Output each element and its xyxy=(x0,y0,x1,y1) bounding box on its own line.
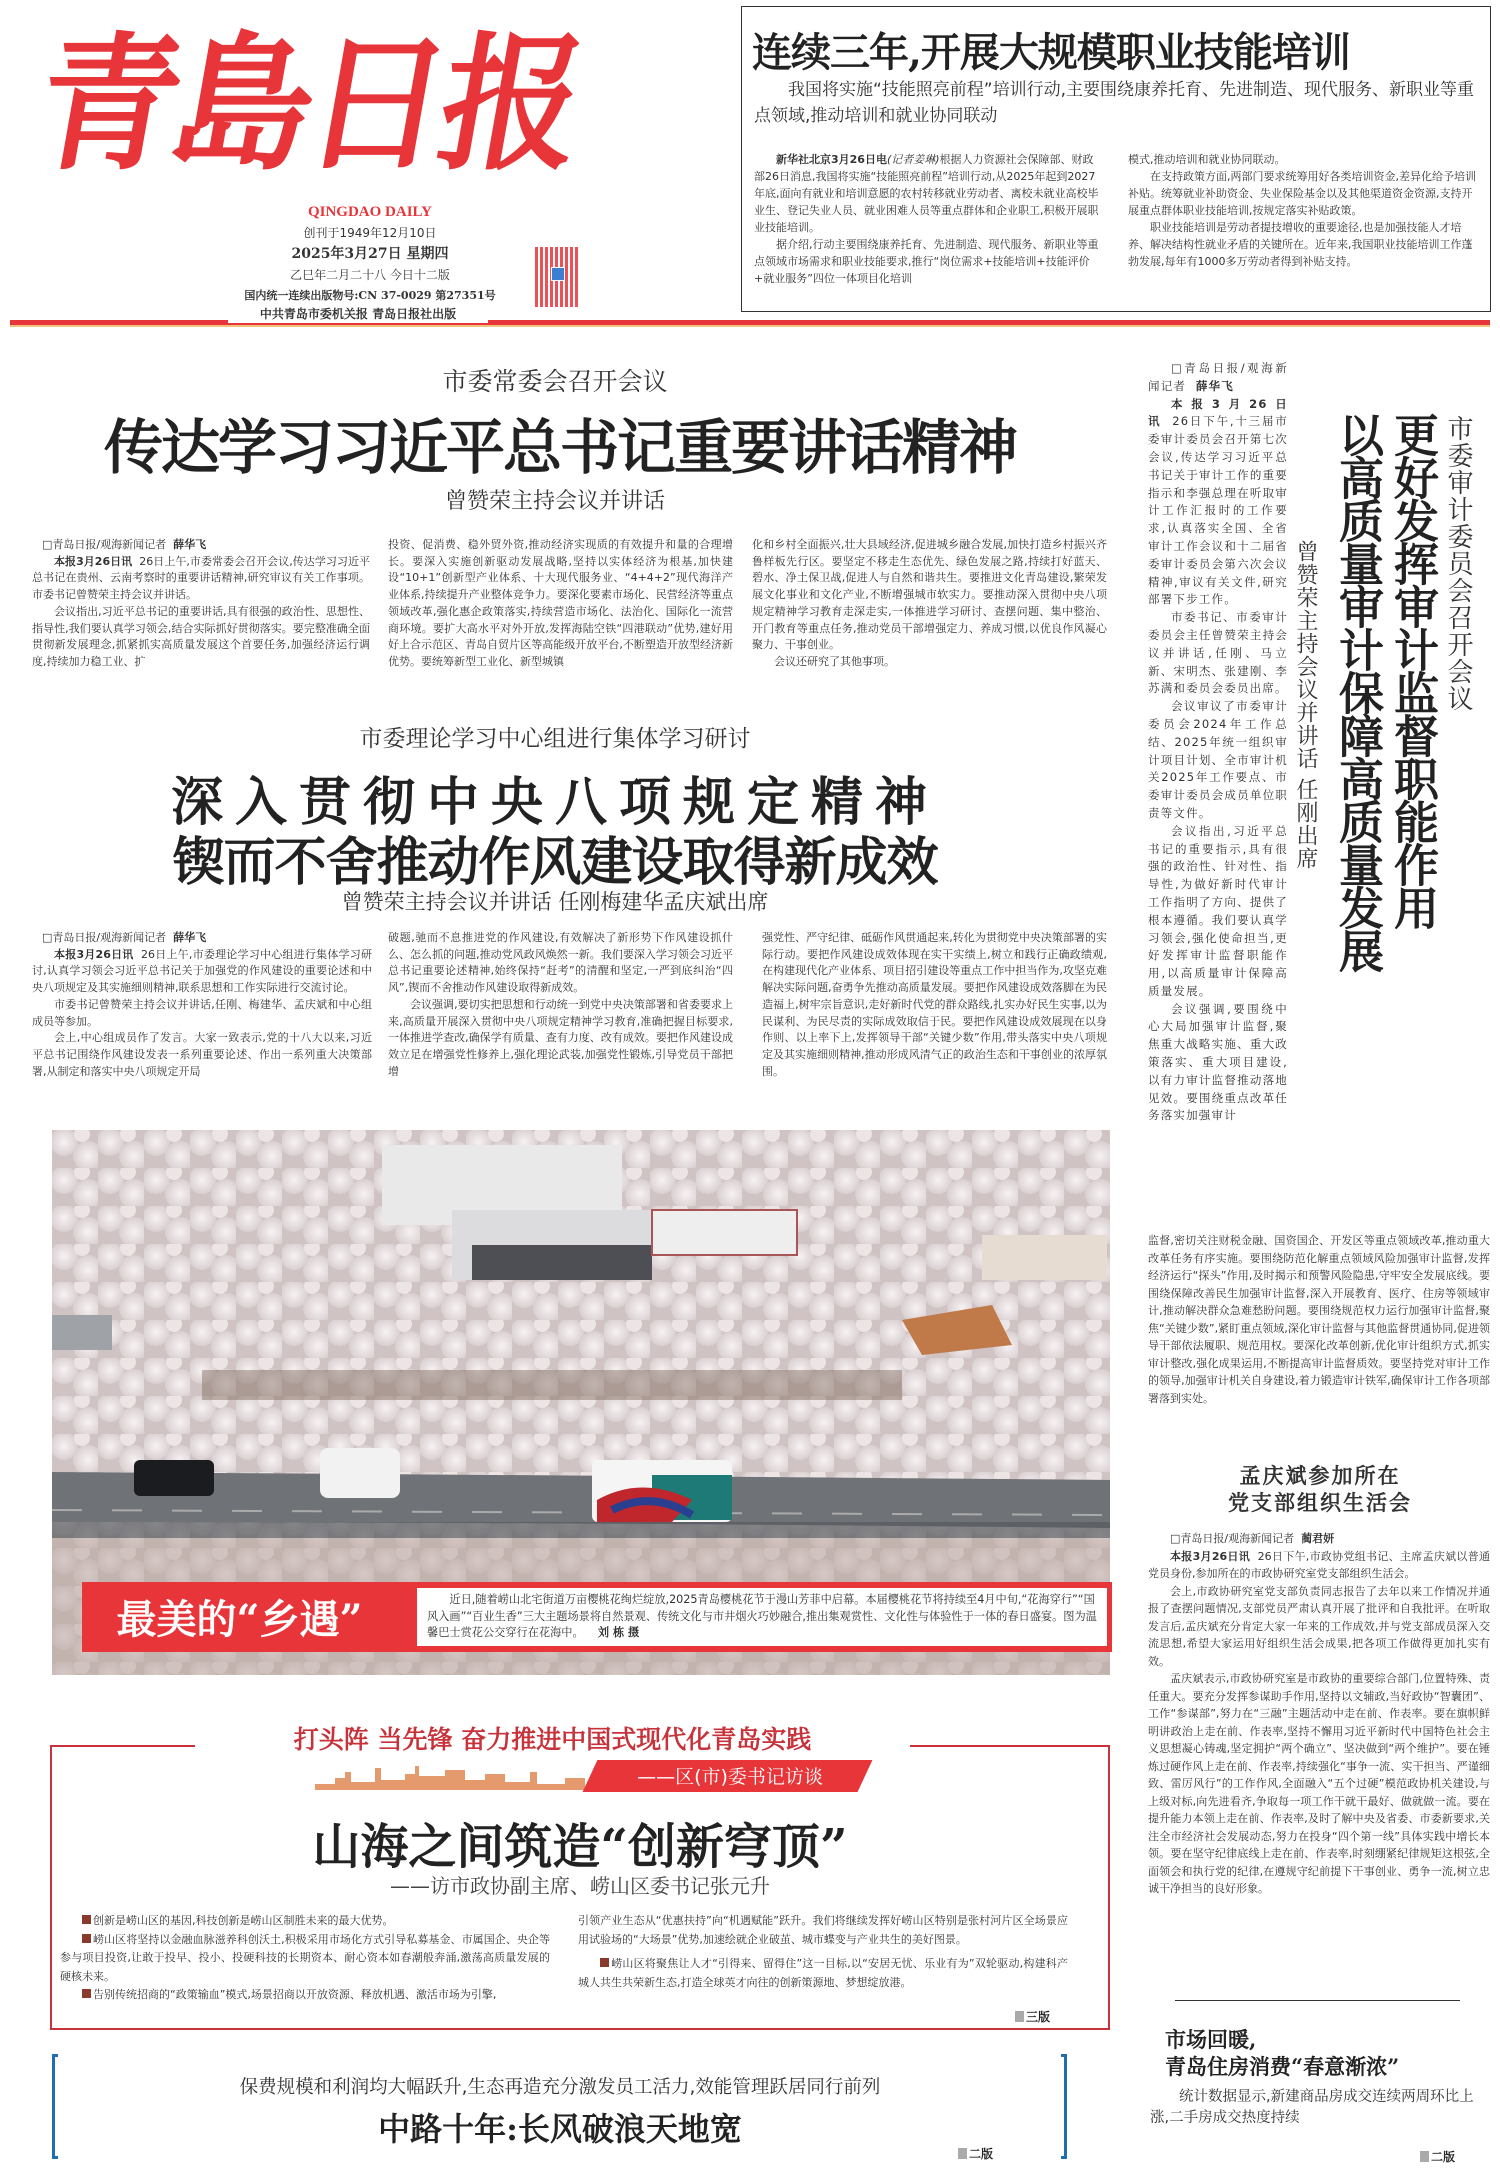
top-story-para: 据介绍,行动主要围绕康养托育、先进制造、现代服务、新职业等重点领域市场需求和职业技能要求,推行“岗位需求+技能培训+技能评价+就业服务”四位一体项目化培训 xyxy=(754,238,1099,285)
issue-date: 2025年3月27日 星期四 xyxy=(291,246,449,262)
audit-dateline: 本报3月26日讯 xyxy=(1148,396,1288,429)
byline-author: 薛华飞 xyxy=(1195,378,1234,393)
interview-text: 崂山区将聚焦让人才“引得来、留得住”这一目标,以“安居无忧、乐业有为”双轮驱动,构建科产城人共生共荣新生态,打造全球英才向往的创新策源地、梦想绽放港。 xyxy=(578,1957,1068,1989)
housing-dek xyxy=(1150,2087,1490,2129)
meng-headline[interactable] xyxy=(1150,1462,1490,1516)
lead-dateline: 本报3月26日讯 xyxy=(54,554,133,568)
study-dateline: 本报3月26日讯 xyxy=(54,947,134,961)
masthead-logo xyxy=(24,10,592,210)
top-story-col-1 xyxy=(754,151,1102,287)
jump-label: 二版 xyxy=(969,2147,994,2161)
top-story-title[interactable]: 连续三年,开展大规模职业技能培训 xyxy=(752,29,1350,76)
audit-narrow-col xyxy=(1148,360,1288,1125)
jump-square-icon xyxy=(958,2148,967,2159)
audit-wide-col xyxy=(1148,1232,1490,1407)
meng-headline-1: 孟庆斌参加所在 xyxy=(1239,1463,1401,1488)
banner-jump-link[interactable] xyxy=(958,2145,993,2162)
logo-calligraphy: 青島日报 xyxy=(24,18,592,192)
fence xyxy=(52,1522,1110,1538)
top-story-para: 模式,推动培训和就业协同联动。 xyxy=(1128,153,1286,166)
meng-body xyxy=(1148,1530,1490,1898)
housing-headline-2: 青岛住房消费“春意渐浓” xyxy=(1165,2054,1400,2079)
qr-app-icon xyxy=(551,267,565,281)
jump-square-icon xyxy=(1420,2151,1429,2162)
lead-deck: 曾赞荣主持会议并讲话 xyxy=(444,489,665,514)
study-para: 会上,中心组成员作了发言。大家一致表示,党的十八大以来,习近平总书记围绕作风建设发表一系列重要论述、作出一系列重大决策部署,从制定和落实中央八项规定开局 xyxy=(32,1031,372,1078)
banner-subtitle: 保费规模和利润均大幅跃升,生态再造充分激发员工活力,效能管理跃居同行前列 xyxy=(239,2077,881,2098)
interview-para: 引领产业生态从“优惠扶持”向“机遇赋能”跃升。我们将继续发挥好崂山区特别是张村河片区全场景应用试验场的“大场景”优势,加速绘就企业破茧、城市蝶变与产业共生的美好图景。 xyxy=(578,1914,1068,1946)
audit-para: 市委书记、市委审计委员会主任曾赞荣主持会议并讲话,任刚、马立新、宋明杰、张建刚、李苏满和委员会委员出席。 xyxy=(1148,610,1288,696)
byline-text: □青岛日报/观海新闻记者 xyxy=(1170,1532,1295,1545)
bracket-right xyxy=(1061,2054,1067,2159)
byline-author: 蔺君妍 xyxy=(1301,1532,1335,1545)
study-col-2 xyxy=(388,930,733,1080)
masthead-english-name: QINGDAO DAILY xyxy=(307,204,433,220)
lead-para: 会议还研究了其他事项。 xyxy=(774,654,895,668)
top-story-para: 在支持政策方面,两部门要求统筹用好各类培训资金,差异化给予培训补贴。统筹就业补助资金、失业保险基金以及其他渠道资金资源,支持开展重点群体职业技能培训,按规定落实补贴政策。 xyxy=(1128,170,1476,217)
lead-col-2 xyxy=(388,537,733,671)
lead-byline xyxy=(32,537,370,554)
bullet-square-icon xyxy=(82,1934,91,1943)
lead-text: 26日上午,市委常委会召开会议,传达学习习近平总书记在贵州、云南考察时的重要讲话精神,研究审议有关工作事项。市委书记曾赞荣主持会议并讲话。 xyxy=(32,554,370,602)
study-text: 26日上午,市委理论学习中心组进行集体学习研讨,认真学习领会习近平总书记关于加强党的作风建设的重要论述和中央八项规定及其实施细则精神,联系思想和工作实际进行交流讨论。 xyxy=(32,947,372,995)
white-van xyxy=(320,1448,400,1498)
study-byline xyxy=(32,930,372,947)
top-story-box[interactable] xyxy=(741,6,1491,312)
study-para: 破题,驰而不息推进党的作风建设,有效解决了新形势下作风建设抓什么、怎么抓的问题,推动党风政风焕然一新。我们要深入学习领会习近平总书记重要论述精神,始终保持“赶考”的清醒和坚定,一严到底纠治“四风”,锲而不舍推动作风建设取得新成效。 xyxy=(388,931,733,995)
series-ribbon-label: ——区(市)委书记访谈 xyxy=(637,1766,823,1788)
photo-caption-bar xyxy=(82,1582,1112,1652)
byline-text: □青岛日报/观海新闻记者 xyxy=(1148,361,1288,393)
caption-body: 近日,随着崂山北宅街道万亩樱桃花绚烂绽放,2025青岛樱桃花节于漫山芳菲中启幕。本届樱桃花节将持续至4月中旬,“花海穿行”“国风入画”“百业生香”三大主题场景将自然景观、传统文化与市井烟火巧妙融合,推出集观赏性、文化性与体验性于一体的春日盛宴。图为温馨巴士赏花公交穿行在花海中。 xyxy=(427,1593,1097,1639)
top-story-subtitle-text: 我国将实施“技能照亮前程”培训行动,主要围绕康养托育、先进制造、现代服务、新职业等重点领域,推动培训和就业协同联动 xyxy=(754,80,1475,126)
house xyxy=(652,1210,797,1255)
city-skyline-icon xyxy=(315,1764,585,1790)
study-para: 市委书记曾赞荣主持会议并讲话,任刚、梅建华、孟庆斌和中心组成员等参加。 xyxy=(32,997,372,1028)
jump-square-icon xyxy=(1015,2011,1024,2022)
series-kicker: 打头阵 当先锋 奋力推进中国式现代化青岛实践 xyxy=(293,1725,812,1754)
caption-text xyxy=(427,1592,1097,1642)
interview-col-2 xyxy=(578,1912,1068,1992)
bullet-square-icon xyxy=(82,1915,91,1924)
study-para: 会议强调,要切实把思想和行动统一到党中央决策部署和省委要求上来,高质量开展深入贯彻中央八项规定精神学习教育,准确把握目标要求,一体推进学查改,确保学有质量、查有力度、改有成效。要把作风建设成效立足在增强党性修养上,强化理论武装,加强党性锻炼,引导党员干部把增 xyxy=(388,997,733,1078)
byline-text: □青岛日报/观海新闻记者 xyxy=(42,931,167,944)
photo-feature-title[interactable]: 最美的“乡遇” xyxy=(116,1596,363,1643)
lead-para: 投资、促消费、稳外贸外资,推动经济实现质的有效提升和量的合理增长。要深入实施创新驱动发展战略,坚持以实体经济为根基,加快建设“10+1”创新型产业体系、十大现代服务业、“4+4+2”现代海洋产业体系,持续提升产业整体竞争力。要深化要素市场化、民营经济等重点领域改革,强化惠企政策落实,持续营造市场化、法治化、国际化一流营商环境。要扩大高水平对外开放,发挥海陆空铁“四港联动”优势,建好用好上合示范区、青岛自贸片区等高能级开放平台,不断塑造开放型经济新优势。要统筹新型工业化、新型城镇 xyxy=(388,538,733,668)
interview-text: 告别传统招商的“政策输血”模式,场景招商以开放资源、释放机遇、激活市场为引擎, xyxy=(93,1988,497,2001)
study-headline-1[interactable]: 深入贯彻中央八项规定精神 xyxy=(170,772,939,833)
meng-para xyxy=(1148,1548,1490,1583)
interview-para xyxy=(60,1986,550,2005)
byline-author: 薛华飞 xyxy=(173,538,207,551)
lead-col-1 xyxy=(32,537,370,671)
photo-credit: 刘 栋 摄 xyxy=(597,1626,640,1639)
top-story-text: 根据人力资源社会保障部、财政部26日消息,我国将实施“技能照亮前程”培训行动,从2025年起到2027年底,面向有就业和培训意愿的农村转移就业劳动者、离校未就业高校毕业生、登记失业人员、就业困难人员等重点群体和企业职工,积极开展职业技能培训。 xyxy=(754,153,1099,234)
study-col-3 xyxy=(762,930,1107,1080)
audit-kicker: 市委审计委员会召开会议 xyxy=(1443,415,1473,712)
top-story-para xyxy=(754,151,1102,236)
meng-para: 会上,市政协研究室党支部负责同志报告了去年以来工作情况并通报了查摆问题情况,支部党员严肃认真开展了批评和自我批评。在听取发言后,孟庆斌充分肯定大家一年来的工作成效,并与党支部成员深入交流思想,希望大家运用好组织生活会成果,把各项工作做得更加扎实有效。 xyxy=(1148,1584,1490,1668)
lead-col-3 xyxy=(752,537,1107,671)
audit-deck: 曾赞荣主持会议并讲话 任刚出席 xyxy=(1293,540,1318,870)
house-right xyxy=(982,1235,1107,1280)
study-para: 强党性、严守纪律、砥砺作风贯通起来,转化为贯彻党中央决策部署的实际行动。要把作风建设成效体现在实干实绩上,树立和践行正确政绩观,在构建现代化产业体系、项目招引建设等重点工作中担当作为,攻坚克难解决实际问题,奋勇争先推动高质量发展。要把作风建设成效落脚在为民造福上,树牢宗旨意识,走好新时代党的群众路线,扎实办好民生实事,以为民谋利、为民尽责的实际成效取信于民。要把作风建设成效展现在以身作则、以上率下上,发挥领导干部“关键少数”作用,带头落实中央八项规定及其实施细则精神,推动形成风清气正的政治生态和干事创业的浓厚氛围。 xyxy=(762,931,1107,1078)
interview-text: 崂山区将坚持以金融血脉滋养科创沃土,积极采用市场化方式引导私募基金、市属国企、央企等参与项目投资,让敢于投早、投小、投硬科技的长期资本、耐心资本如春潮般奔涌,激荡高质量发展的硬核未来。 xyxy=(60,1932,550,1983)
audit-para: 会议审议了市委审计委员会2024年工作总结、2025年统一组织审计项目计划、全市审计机关2025年工作要点、市委审计委员会成员单位职责等文件。 xyxy=(1148,699,1288,820)
housing-headline-1: 市场回暖, xyxy=(1165,2027,1257,2052)
interview-jump-link[interactable] xyxy=(1015,2008,1050,2025)
interview-deck: ——访市政协副主席、崂山区委书记张元升 xyxy=(390,1874,770,1898)
audit-byline xyxy=(1148,360,1288,396)
jump-label: 三版 xyxy=(1026,2010,1051,2024)
meng-dateline: 本报3月26日讯 xyxy=(1170,1549,1251,1563)
audit-para: 会议指出,习近平总书记的重要指示,具有很强的政治性、针对性、指导性,为做好新时代审计工作指明了方向、提供了根本遵循。我们要认真学习领会,强化使命担当,更好发挥审计监督职能作用,以高质量审计保障高质量发展。 xyxy=(1148,823,1288,998)
founded-date: 创刊于1949年12月10日 xyxy=(303,226,437,240)
bullet-square-icon xyxy=(82,1989,91,1998)
bullet-square-icon xyxy=(600,1958,609,1967)
banner-headline[interactable]: 中路十年:长风破浪天地宽 xyxy=(378,2110,742,2148)
byline-author: 薛华飞 xyxy=(173,931,207,944)
audit-headline-2[interactable]: 以高质量审计保障高质量发展 xyxy=(1331,412,1384,971)
top-story-dateline: 新华社北京3月26日电 xyxy=(776,153,887,166)
lunar-date-pages: 乙巳年二月二十八 今日十二版 xyxy=(290,268,450,282)
top-story-subtitle xyxy=(754,77,1480,129)
meng-byline xyxy=(1148,1530,1490,1548)
lead-kicker: 市委常委会召开会议 xyxy=(442,367,668,396)
building-facade xyxy=(472,1245,652,1280)
top-story-reporter: (记者姜琳) xyxy=(886,153,940,166)
study-para xyxy=(32,947,372,997)
meng-text: 26日下午,市政协党组书记、主席孟庆斌以普通党员身份,参加所在的市政协研究室党支部组织生活会。 xyxy=(1148,1549,1491,1580)
study-kicker: 市委理论学习中心组进行集体学习研讨 xyxy=(359,726,751,752)
publisher-line: 中共青岛市委机关报 青岛日报社出版 xyxy=(228,305,488,323)
interview-para xyxy=(60,1912,550,1931)
meng-para: 孟庆斌表示,市政协研究室是市政协的重要综合部门,位置特殊、责任重大。要充分发挥参谋助手作用,坚持以文辅政,当好政协“智囊团”、工作“参谋部”,努力在“三融”主题活动中走在前、作表率。要在旗帜鲜明讲政治上走在前、作表率,坚持不懈用习近平新时代中国特色社会主义思想凝心铸魂,坚定拥护“两个确立”、坚决做到“两个维护”。要在锤炼过硬作风上走在前、作表率,持续强化“事争一流、实干担当、严谨细致、雷厉风行”的工作作风,全面融入“五个过硬”模范政协机关建设,与上级对标,向先进看齐,争取每一项工作干就干最好、做就做一流。要在提升能力本领上走在前、作表率,及时了解中央及省委、市委新要求,关注全市经济社会发展动态,努力在投身“四个第一线”具体实践中增长本领。要在坚守纪律底线上走在前、作表率,时刻绷紧纪律规矩这根弦,全面领会和执行党的纪律,在遵规守纪前提下干事创业、勇争一流,树立忠诚干净担当的良好形象。 xyxy=(1148,1672,1490,1895)
meng-headline-2: 党支部组织生活会 xyxy=(1228,1490,1412,1515)
audit-text: 26日下午,十三届市委审计委员会召开第七次会议,传达学习习近平总书记关于审计工作的重要指示和李强总理在听取审计工作汇报时的工作要求,认真落实全国、全省审计工作会议和十二届省委审计委员会第六次会议精神,审议有关文件,研究部署下步工作。 xyxy=(1148,414,1289,607)
issue-number: 国内统一连续出版物号:CN 37-0029 第27351号 xyxy=(244,289,496,302)
byline-text: □青岛日报/观海新闻记者 xyxy=(42,538,167,551)
section-divider xyxy=(1175,2000,1460,2001)
audit-para xyxy=(1148,396,1288,610)
lead-headline[interactable]: 传达学习习近平总书记重要讲话精神 xyxy=(103,413,1016,482)
interview-para xyxy=(578,1955,1068,1992)
interview-col-1 xyxy=(60,1912,550,2005)
frame-rule-left xyxy=(50,1745,195,1747)
black-suv xyxy=(134,1460,214,1496)
bracket-left xyxy=(52,2054,58,2159)
jump-label: 二版 xyxy=(1431,2150,1456,2164)
audit-headline-1[interactable]: 更好发挥审计监督职能作用 xyxy=(1386,412,1439,928)
top-story-col-2 xyxy=(1128,151,1476,270)
housing-jump-link[interactable] xyxy=(1420,2148,1455,2165)
field xyxy=(202,1370,902,1400)
study-col-1 xyxy=(32,930,372,1080)
shed xyxy=(52,1315,112,1350)
interview-para xyxy=(60,1931,550,1987)
lead-para: 会议指出,习近平总书记的重要讲话,具有很强的政治性、思想性、指导性,我们要认真学习领会,结合实际抓好贯彻落实。要完整准确全面贯彻新发展理念,抓紧抓实高质量发展这个首要任务,加强经济运行调度,持续加力稳工业、扩 xyxy=(32,604,370,668)
housing-headline[interactable] xyxy=(1165,2026,1485,2080)
audit-para: 会议强调,要围绕中心大局加强审计监督,聚焦重大战略实施、重大政策落实、重大项目建设,以有力审计监督推动落地见效。要围绕重点改革任务落实加强审计 xyxy=(1148,1001,1288,1123)
study-deck: 曾赞荣主持会议并讲话 任刚梅建华孟庆斌出席 xyxy=(341,890,769,914)
study-headline-2[interactable]: 锲而不舍推动作风建设取得新成效 xyxy=(172,832,938,893)
housing-dek-text: 统计数据显示,新建商品房成交连续两周环比上涨,二手房成交热度持续 xyxy=(1150,2089,1474,2126)
audit-para: 监督,密切关注财税金融、国资国企、开发区等重点领域改革,推动重大改革任务有序实施。要围绕防范化解重点领域风险加强审计监督,发挥经济运行“探头”作用,及时揭示和预警风险隐患,守牢安全发展底线。要围绕保障改善民生加强审计监督,深入开展教育、医疗、住房等领域审计,推动解决群众急难愁盼问题。要围绕规范权力运行加强审计监督,聚焦“关键少数”,紧盯重点领域,深化审计监督与其他监督贯通协同,促进领导干部依法履职、规范用权。要深化改革创新,优化审计组织方式,抓实审计整改,强化成果运用,不断提高审计监督质效。要坚持党对审计工作的领导,加强审计机关自身建设,着力锻造审计铁军,确保审计工作各项部署落到实处。 xyxy=(1148,1234,1490,1405)
frame-rule-right xyxy=(910,1745,1110,1747)
lead-para: 化和乡村全面振兴,壮大县域经济,促进城乡融合发展,加快打造乡村振兴齐鲁样板先行区。要坚定不移走生态优先、绿色发展之路,持续打好蓝天、碧水、净土保卫战,促进人与自然和谐共生。要推进文化青岛建设,繁荣发展文化事业和文化产业,不断增强城市软实力。要推动深入贯彻中央八项规定精神学习教育走深走实,一体推进学习研讨、查摆问题、集中整治、开门教育等重点任务,推动党员干部增强定力、养成习惯,以优良作风凝心聚力、干事创业。 xyxy=(752,538,1107,652)
interview-text: 创新是崂山区的基因,科技创新是崂山区制胜未来的最大优势。 xyxy=(93,1914,394,1927)
masthead-rule-gold xyxy=(10,325,1490,327)
interview-headline[interactable]: 山海之间筑造“创新穹顶” xyxy=(312,1819,848,1875)
photo-caption xyxy=(417,1588,1107,1646)
lead-para xyxy=(32,554,370,604)
top-story-para: 职业技能培训是劳动者提技增收的重要途径,也是加强技能人才培养、解决结构性就业矛盾的关键所在。近年来,我国职业技能培训工作蓬勃发展,每年有1000多万劳动者得到补贴支持。 xyxy=(1128,221,1473,268)
